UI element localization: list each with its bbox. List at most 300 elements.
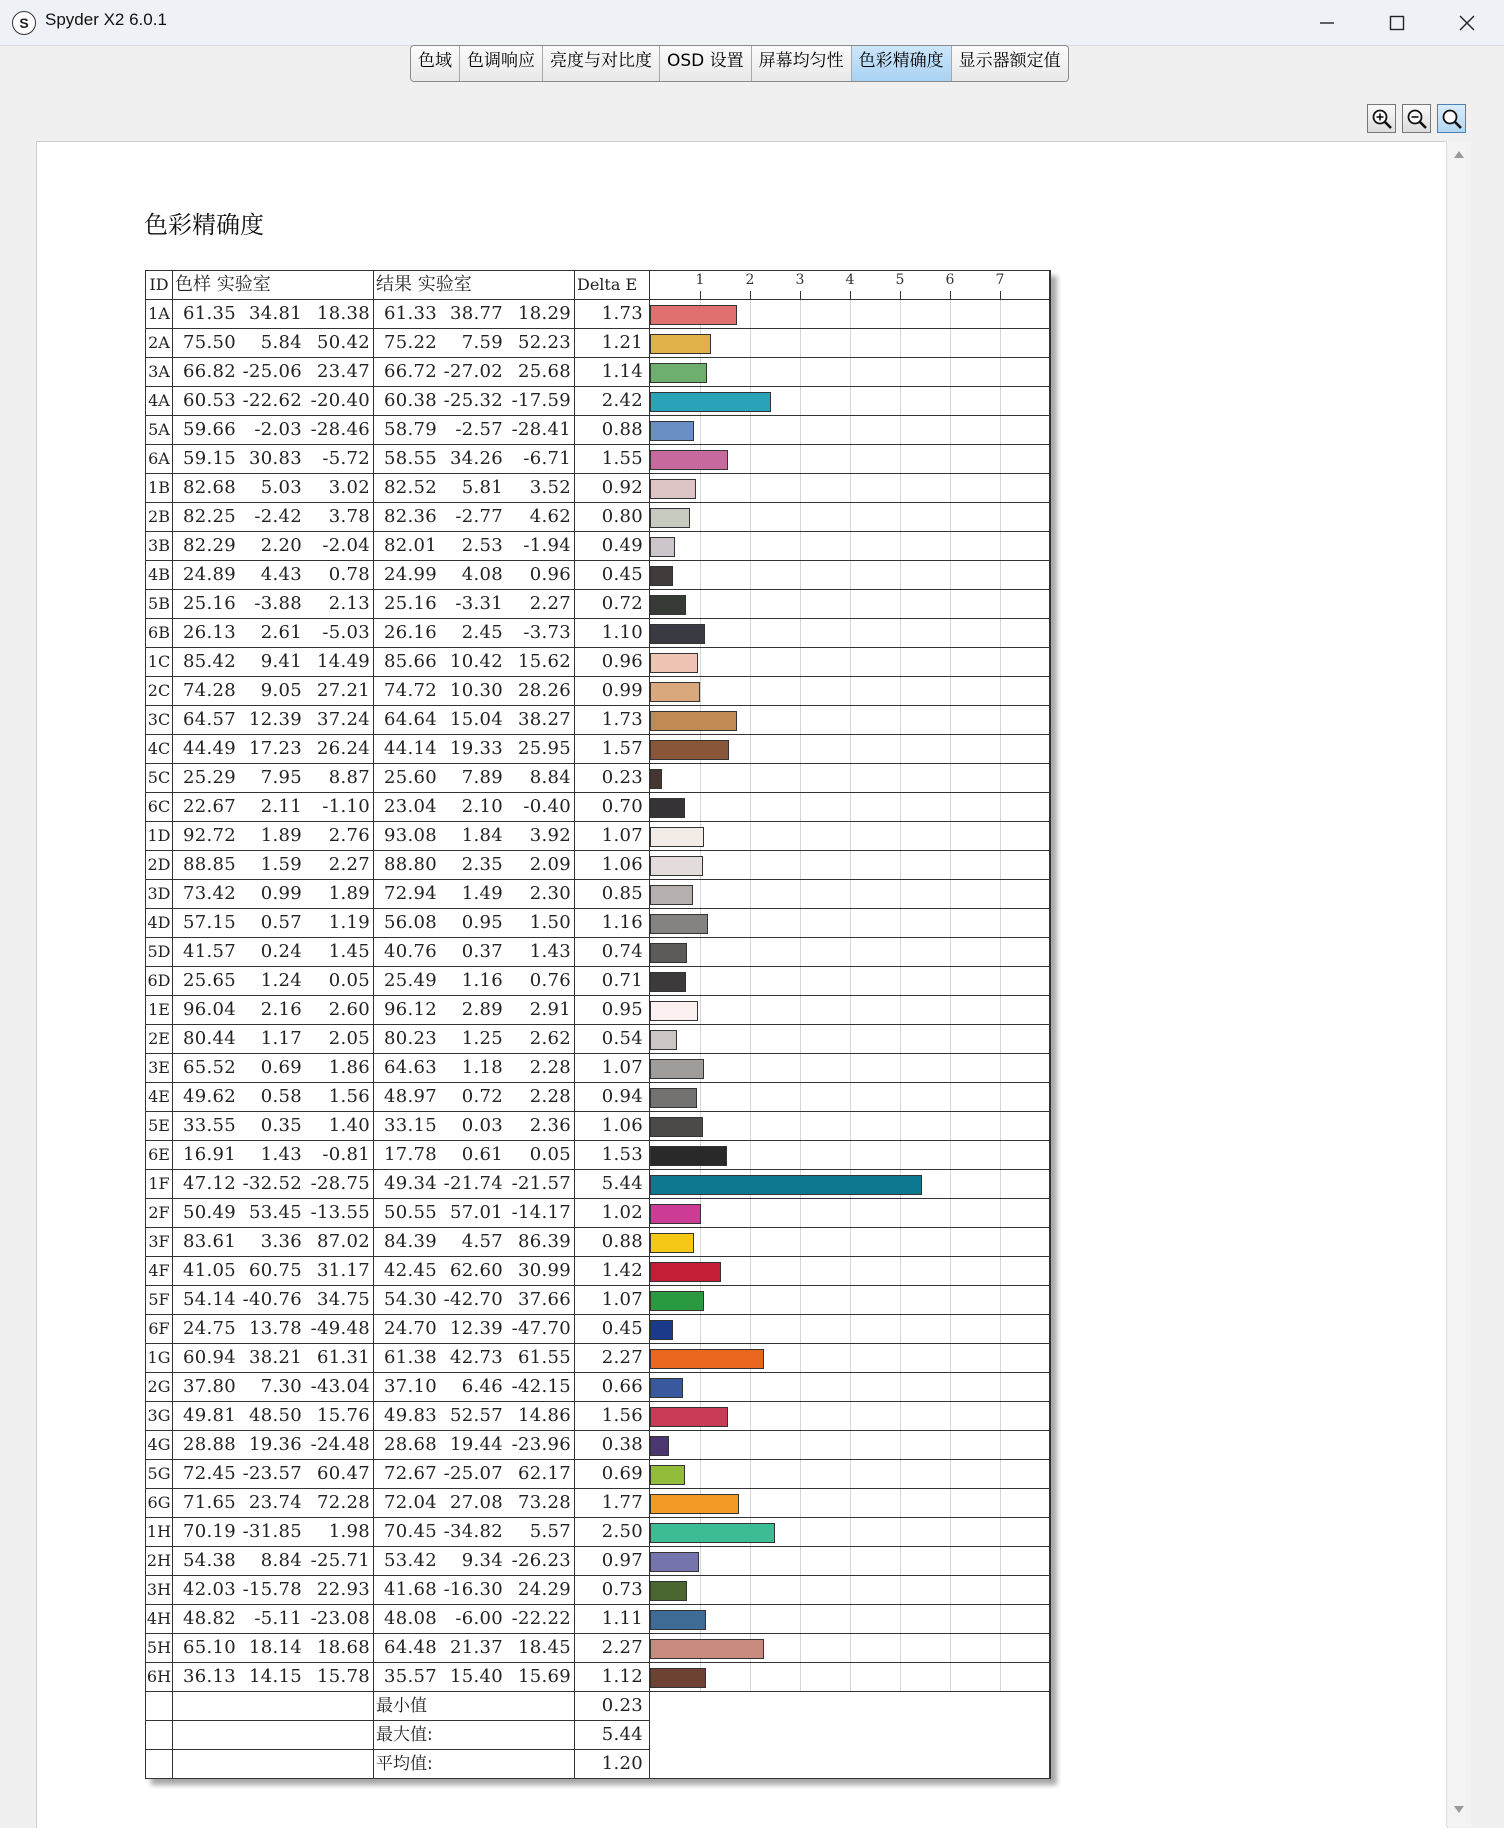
table-row [146,880,1050,909]
lab-value: 24.70 [383,1318,437,1339]
lab-value: 15.69 [517,1666,571,1687]
gridline [800,1489,801,1517]
sample-id: 5C [146,764,173,793]
sample-id: 5D [146,938,173,967]
delta-e-bar-cell [650,445,1050,474]
lab-value: 56.08 [383,912,437,933]
lab-value: 2.20 [260,535,302,556]
report-title: 色彩精确度 [144,211,264,239]
gridline [800,1663,801,1691]
lab-value: 65.52 [182,1057,236,1078]
lab-value: 61.33 [383,303,437,324]
gridline [900,1402,901,1430]
scroll-up-icon[interactable] [1454,151,1464,158]
gridline [950,619,951,647]
gridline [900,358,901,386]
lab-value: -2.42 [254,506,302,527]
gridline [1000,793,1001,821]
tab-bar [410,45,1069,82]
sample-id: 1C [146,648,173,677]
lab-value: 0.05 [529,1144,571,1165]
tab-6[interactable]: 显示器额定值 [952,46,1068,81]
delta-e-bar [650,1175,922,1195]
gridline [950,677,951,705]
sample-id: 4E [146,1083,173,1112]
gridline [850,793,851,821]
lab-value: -3.73 [523,622,571,643]
lab-value: 7.89 [461,767,503,788]
axis-tick-label: 2 [745,272,755,288]
lab-value: 42.73 [449,1347,503,1368]
lab-value: 4.08 [461,564,503,585]
gridline [800,1141,801,1169]
delta-e-bar [650,1146,727,1166]
lab-value: -49.48 [310,1318,370,1339]
lab-value: 49.62 [182,1086,236,1107]
sample-lab [173,329,374,358]
gridline [950,474,951,502]
tab-4[interactable]: 屏幕均匀性 [752,46,852,81]
lab-value: 1.49 [461,883,503,904]
gridline [1000,851,1001,879]
gridline [900,648,901,676]
gridline [1000,1489,1001,1517]
summary-blank-sample [173,1750,374,1779]
sample-id: 3D [146,880,173,909]
lab-value: 25.68 [517,361,571,382]
result-lab [374,619,575,648]
gridline [900,1315,901,1343]
lab-value: -25.71 [310,1550,370,1571]
lab-value: 2.53 [461,535,503,556]
delta-e-value: 1.42 [575,1257,650,1286]
lab-value: 48.08 [383,1608,437,1629]
delta-e-value: 1.77 [575,1489,650,1518]
delta-e-bar [650,537,675,557]
gridline [950,1547,951,1575]
lab-value: 73.42 [182,883,236,904]
tab-3[interactable]: OSD 设置 [660,46,752,81]
gridline [850,1344,851,1372]
minimize-button[interactable] [1293,0,1361,45]
lab-value: 14.86 [517,1405,571,1426]
lab-value: 58.79 [383,419,437,440]
delta-e-bar [650,769,662,789]
lab-value: 22.93 [316,1579,370,1600]
lab-value: 2.27 [328,854,370,875]
delta-e-bar [650,1378,683,1398]
lab-value: -23.57 [242,1463,302,1484]
summary-blank-sample [173,1721,374,1750]
sample-id: 3F [146,1228,173,1257]
sample-lab [173,1576,374,1605]
delta-e-bar-cell [650,503,1050,532]
lab-value: 15.78 [316,1666,370,1687]
lab-value: 59.66 [182,419,236,440]
delta-e-bar [650,798,685,818]
maximize-button[interactable] [1363,0,1431,45]
lab-value: -25.06 [242,361,302,382]
delta-e-value: 0.45 [575,561,650,590]
axis-tick-label: 6 [945,272,955,288]
lab-value: -2.77 [455,506,503,527]
lab-value: -23.96 [511,1434,571,1455]
lab-value: -3.31 [455,593,503,614]
gridline [850,1547,851,1575]
lab-value: 0.05 [328,970,370,991]
delta-e-value: 0.71 [575,967,650,996]
lab-value: 49.34 [383,1173,437,1194]
lab-value: 2.62 [529,1028,571,1049]
lab-value: 9.41 [260,651,302,672]
gridline [750,1460,751,1488]
sample-lab [173,532,374,561]
lab-value: 66.82 [182,361,236,382]
sample-id: 4G [146,1431,173,1460]
gridline [1000,1547,1001,1575]
delta-e-bar-cell [650,1199,1050,1228]
result-lab [374,1431,575,1460]
sample-lab [173,300,374,329]
table-row [146,1257,1050,1286]
gridline [750,1576,751,1604]
delta-e-bar-cell [650,735,1050,764]
gridline [950,1083,951,1111]
lab-value: 61.31 [316,1347,370,1368]
gridline [1000,329,1001,357]
lab-value: 66.72 [383,361,437,382]
gridline [800,967,801,995]
delta-e-bar-cell [650,300,1050,329]
lab-value: 71.65 [182,1492,236,1513]
gridline [1000,1257,1001,1285]
delta-e-value: 0.54 [575,1025,650,1054]
lab-value: -2.57 [455,419,503,440]
sample-id: 2A [146,329,173,358]
lab-value: 85.42 [182,651,236,672]
table-row [146,764,1050,793]
lab-value: 25.60 [383,767,437,788]
delta-e-bar-cell [650,329,1050,358]
delta-e-bar-cell [650,851,1050,880]
gridline [950,358,951,386]
gridline [950,1373,951,1401]
result-lab [374,677,575,706]
axis-tick-mark [1000,291,1001,299]
vertical-scrollbar[interactable] [1446,141,1471,1827]
gridline [700,677,701,705]
sample-lab [173,1460,374,1489]
result-lab [374,1054,575,1083]
lab-value: 53.45 [248,1202,302,1223]
close-button[interactable] [1433,0,1501,45]
gridline [850,967,851,995]
lab-value: -17.59 [511,390,571,411]
lab-value: 1.84 [461,825,503,846]
delta-e-bar [650,450,728,470]
lab-value: 14.49 [316,651,370,672]
table-row [146,967,1050,996]
gridline [900,1605,901,1633]
sample-id: 5A [146,416,173,445]
zoom-in-button[interactable] [1367,104,1396,133]
delta-e-bar [650,1204,701,1224]
delta-e-value: 0.95 [575,996,650,1025]
delta-e-value: 1.21 [575,329,650,358]
lab-value: 37.80 [182,1376,236,1397]
lab-value: 1.89 [328,883,370,904]
result-lab [374,474,575,503]
gridline [900,1460,901,1488]
sample-id: 2F [146,1199,173,1228]
lab-value: 57.01 [449,1202,503,1223]
result-lab [374,416,575,445]
delta-e-bar [650,1117,703,1137]
lab-value: -5.72 [322,448,370,469]
sample-id: 5G [146,1460,173,1489]
axis-tick-mark [850,291,851,299]
delta-e-bar-cell [650,1518,1050,1547]
gridline [800,1431,801,1459]
gridline [850,938,851,966]
sample-id: 3E [146,1054,173,1083]
delta-e-bar-cell [650,996,1050,1025]
lab-value: 2.60 [328,999,370,1020]
gridline [800,1199,801,1227]
table-row [146,1141,1050,1170]
gridline [800,648,801,676]
zoom-fit-button[interactable] [1437,104,1466,133]
result-lab [374,648,575,677]
delta-e-value: 5.44 [575,1170,650,1199]
gridline [950,1605,951,1633]
lab-value: -2.03 [254,419,302,440]
delta-e-bar [650,1088,697,1108]
gridline [1000,1228,1001,1256]
gridline [800,532,801,560]
gridline [850,764,851,792]
lab-value: 8.84 [529,767,571,788]
delta-e-bar-cell [650,1373,1050,1402]
delta-e-value: 1.10 [575,619,650,648]
delta-e-value: 0.99 [575,677,650,706]
gridline [700,1228,701,1256]
delta-e-bar [650,1465,685,1485]
delta-e-value: 0.88 [575,1228,650,1257]
gridline [900,1431,901,1459]
header-id: ID [146,271,173,300]
lab-value: 1.59 [260,854,302,875]
delta-e-bar-cell [650,1141,1050,1170]
sample-lab [173,474,374,503]
lab-value: 37.24 [316,709,370,730]
lab-value: 62.60 [449,1260,503,1281]
gridline [750,1663,751,1691]
gridline [750,1228,751,1256]
gridline [950,300,951,328]
lab-value: 36.13 [182,1666,236,1687]
lab-value: 9.05 [260,680,302,701]
delta-e-bar [650,856,703,876]
gridline [1000,1112,1001,1140]
gridline [800,1257,801,1285]
table-row [146,648,1050,677]
lab-value: 2.27 [529,593,571,614]
delta-e-bar [650,1436,669,1456]
gridline [700,880,701,908]
delta-e-bar [650,1494,739,1514]
gridline [950,793,951,821]
gridline [900,880,901,908]
tab-5[interactable]: 色彩精确度 [852,46,952,81]
gridline [900,822,901,850]
delta-e-value: 1.12 [575,1663,650,1692]
gridline [900,1257,901,1285]
lab-value: 18.29 [517,303,571,324]
lab-value: 0.57 [260,912,302,933]
delta-e-bar-cell [650,648,1050,677]
lab-value: 64.64 [383,709,437,730]
lab-value: 3.36 [260,1231,302,1252]
window-title: Spyder X2 6.0.1 [45,10,167,29]
gridline [950,1170,951,1198]
delta-e-bar-cell [650,590,1050,619]
lab-value: 41.05 [182,1260,236,1281]
gridline [850,532,851,560]
delta-e-value: 0.96 [575,648,650,677]
lab-value: 48.50 [248,1405,302,1426]
lab-value: 0.95 [461,912,503,933]
lab-value: 72.45 [182,1463,236,1484]
gridline [850,706,851,734]
lab-value: 27.21 [316,680,370,701]
delta-e-bar [650,566,673,586]
lab-value: 1.24 [260,970,302,991]
summary-blank-bar [650,1750,1050,1779]
gridline [1000,764,1001,792]
gridline [950,1054,951,1082]
gridline [850,1489,851,1517]
gridline [900,1344,901,1372]
zoom-out-button[interactable] [1402,104,1431,133]
delta-e-bar-cell [650,1402,1050,1431]
gridline [950,1141,951,1169]
gridline [900,938,901,966]
lab-value: 87.02 [316,1231,370,1252]
result-lab [374,1228,575,1257]
gridline [800,1112,801,1140]
lab-value: 1.86 [328,1057,370,1078]
lab-value: -15.78 [242,1579,302,1600]
gridline [950,1112,951,1140]
sample-lab [173,735,374,764]
lab-value: 2.45 [461,622,503,643]
gridline [850,1460,851,1488]
lab-value: 61.55 [517,1347,571,1368]
result-lab [374,764,575,793]
lab-value: 2.13 [328,593,370,614]
lab-value: 0.99 [260,883,302,904]
gridline [700,1083,701,1111]
gridline [900,735,901,763]
gridline [750,1257,751,1285]
summary-row [146,1750,1050,1779]
lab-value: 44.14 [383,738,437,759]
lab-value: 64.57 [182,709,236,730]
lab-value: -22.22 [511,1608,571,1629]
scroll-down-icon[interactable] [1454,1806,1464,1813]
lab-value: 82.52 [383,477,437,498]
lab-value: 24.29 [517,1579,571,1600]
lab-value: -1.94 [523,535,571,556]
tab-1[interactable]: 色调响应 [460,46,543,81]
table-row [146,300,1050,329]
lab-value: 1.98 [328,1521,370,1542]
sample-lab [173,561,374,590]
table-row [146,387,1050,416]
sample-lab [173,1373,374,1402]
gridline [850,1605,851,1633]
lab-value: 8.84 [260,1550,302,1571]
sample-lab [173,619,374,648]
axis-tick-label: 3 [795,272,805,288]
delta-e-bar [650,305,737,325]
delta-e-bar [650,914,708,934]
table-row [146,1373,1050,1402]
lab-value: 38.27 [517,709,571,730]
gridline [750,1054,751,1082]
lab-value: 14.15 [248,1666,302,1687]
gridline [1000,938,1001,966]
maximize-icon [1388,14,1406,32]
lab-value: -16.30 [443,1579,503,1600]
gridline [1000,735,1001,763]
gridline [800,474,801,502]
sample-id: 2G [146,1373,173,1402]
tab-2[interactable]: 亮度与对比度 [543,46,660,81]
gridline [800,1228,801,1256]
delta-e-bar [650,1610,706,1630]
table-row [146,1402,1050,1431]
sample-lab [173,1605,374,1634]
sample-lab [173,1228,374,1257]
lab-value: 2.11 [260,796,302,817]
lab-value: 18.45 [517,1637,571,1658]
gridline [850,1373,851,1401]
lab-value: 25.16 [182,593,236,614]
gridline [750,1112,751,1140]
tab-0[interactable]: 色域 [411,46,460,81]
lab-value: 0.37 [461,941,503,962]
sample-id: 1A [146,300,173,329]
lab-value: -28.75 [310,1173,370,1194]
lab-value: 1.18 [461,1057,503,1078]
sample-id: 5E [146,1112,173,1141]
result-lab [374,880,575,909]
delta-e-bar-cell [650,1170,1050,1199]
lab-value: 40.76 [383,941,437,962]
lab-value: 83.61 [182,1231,236,1252]
table-row [146,1634,1050,1663]
gridline [900,503,901,531]
gridline [900,1054,901,1082]
table-row [146,1315,1050,1344]
gridline [850,1054,851,1082]
close-icon [1458,14,1476,32]
gridline [850,358,851,386]
gridline [800,387,801,415]
gridline [800,1460,801,1488]
